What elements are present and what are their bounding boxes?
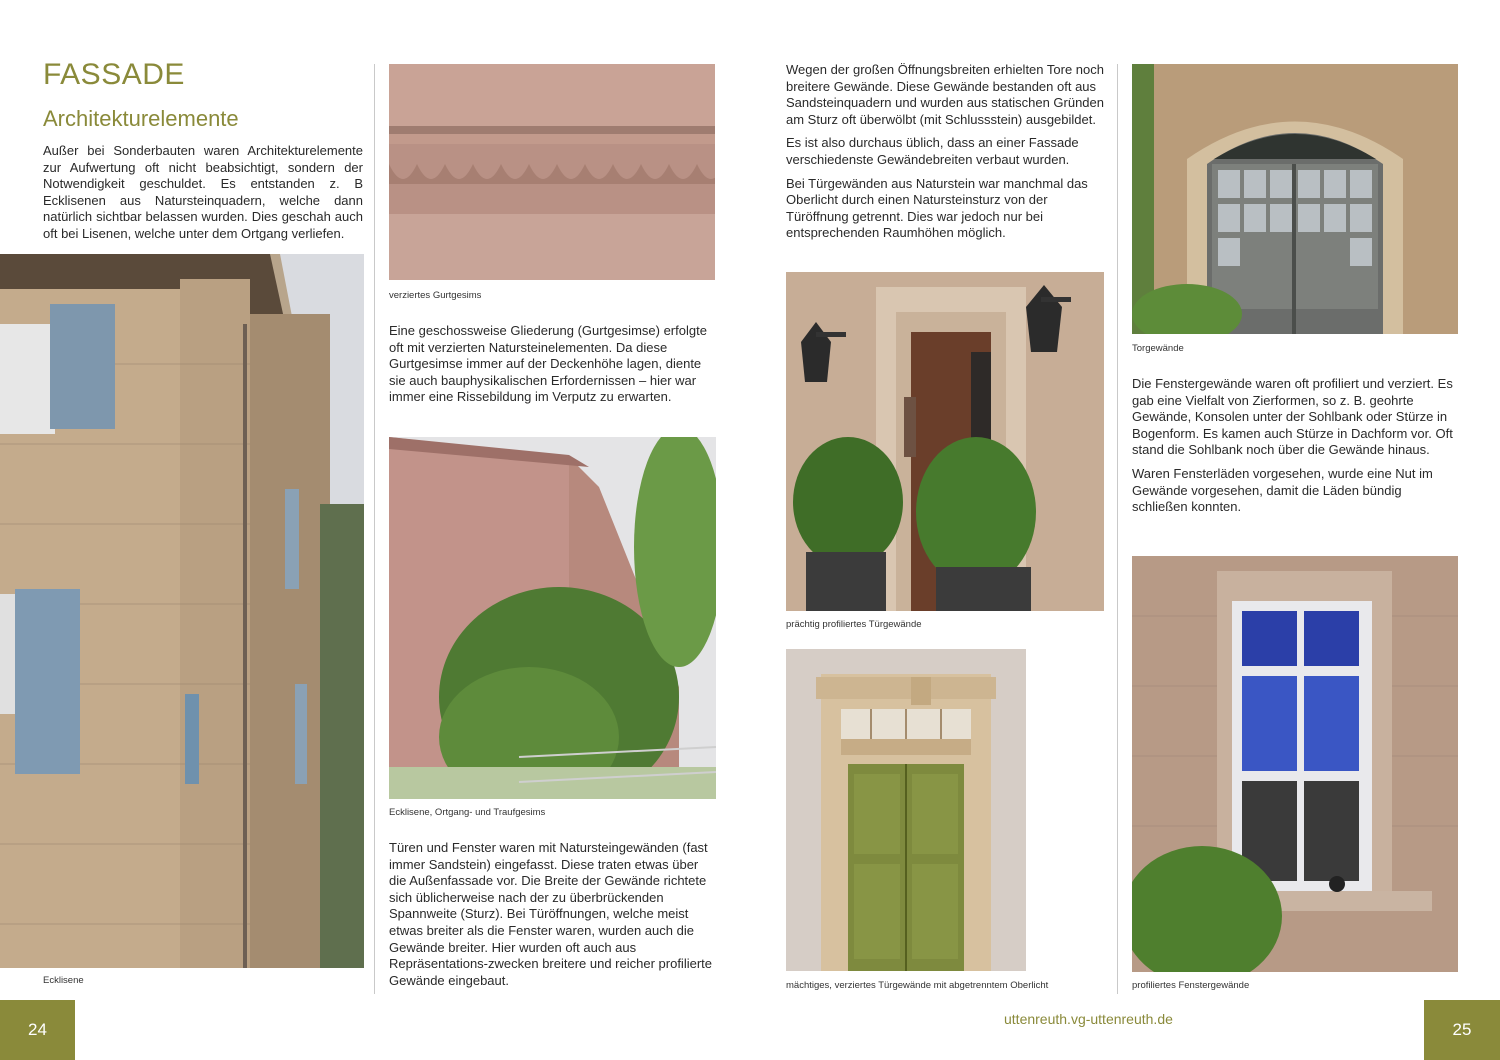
page-title: FASSADE (43, 58, 185, 91)
caption-oberlicht: mächtiges, verziertes Türgewände mit abgetrenntem Oberlicht (786, 980, 1049, 991)
paragraph-tore: Wegen der großen Öffnungsbreiten erhielten Tore noch breitere Gewände. Diese Gewände bestanden oft aus Sandsteinquadern und wurden aus statischen Gründen am Sturz oft überwölbt (mit Schlussstein) ausgebildet. (786, 62, 1104, 127)
paragraph-gewaende: Türen und Fenster waren mit Natursteingewänden (fast immer Sandstein) eingefasst. Diese traten etwas über die Außenfassade vor. Die Breite der Gewände richtete sich üblicherweise nach der zu überbrückenden Spannweite (Sturz). Bei Türöffnungen, welche meist etwas breiter als die Fenster waren, wurden auch die Gewände breiter. Hier wurden oft auch aus Repräsentations-zwecken breitere und reicher profilierte Gewände eingebaut. (389, 840, 712, 988)
page-number-right: 25 (1424, 1000, 1500, 1060)
paragraph-gurtgesimse: Eine geschossweise Gliederung (Gurtgesimse) erfolgte oft mit verzierten Natursteinelementen. Da diese Gurtgesimse immer auf der Deckenhöhe lagen, diente sie auch bauphysikalischen Erfordernissen – hier war immer eine Rissebildung im Verputz zu erwarten. (389, 323, 707, 405)
caption-tuergewaende: prächtig profiliertes Türgewände (786, 619, 922, 630)
photo-ortgang-traufgesims (389, 437, 716, 799)
photo-gurtgesims (389, 64, 715, 280)
column-divider-right (1117, 64, 1118, 994)
paragraph-laeden: Waren Fensterläden vorgesehen, wurde eine Nut im Gewände vorgesehen, damit die Läden bündig schließen konnten. (1132, 465, 1433, 515)
caption-gurtgesims: verziertes Gurtgesims (389, 290, 482, 301)
page-number-left: 24 (0, 1000, 75, 1060)
text-column-right-bottom (1132, 376, 1458, 523)
caption-ortgang: Ecklisene, Ortgang- und Traufgesims (389, 807, 546, 818)
website-url[interactable]: uttenreuth.vg-uttenreuth.de (1004, 1011, 1173, 1027)
caption-fenster: profiliertes Fenstergewände (1132, 980, 1250, 991)
photo-oberlicht (786, 649, 1026, 971)
photo-tuergewaende (786, 272, 1104, 611)
caption-ecklisene: Ecklisene (43, 975, 84, 986)
section-subtitle: Architekturelemente (43, 106, 239, 131)
paragraph-fenster: Die Fenstergewände waren oft profiliert und verziert. Es gab eine Vielfalt von Zierformen, so z. B. geohrte Gewände, Konsolen unter der Sohlbank oder Stürze in Bogenform. Es kamen auch Stürze in Dachform vor. Oft stand die Sohlbank noch über die Gewände hinaus. (1132, 376, 1453, 458)
photo-fenstergewaende (1132, 556, 1458, 972)
column-divider (374, 64, 375, 994)
intro-paragraph: Außer bei Sonderbauten waren Architekturelemente zur Aufwertung oft nicht beabsichtigt, sondern der Notwendigkeit geschuldet. Es entstanden z. B Ecklisenen aus Natursteinquadern, welche dann natürlich sichtbar belassen wurden. Dies geschah auch oft bei Lisenen, welche unter dem Ortgang verliefen. (43, 143, 363, 241)
photo-torgewaende (1132, 64, 1458, 334)
text-column-right-top (786, 62, 1104, 249)
paragraph-oberlicht: Bei Türgewänden aus Naturstein war manchmal das Oberlicht durch einen Natursteinsturz von der Türöffnung getrennt. Dies war jedoch nur bei entsprechenden Raumhöhen möglich. (786, 175, 1088, 241)
paragraph-ueblich: Es ist also durchaus üblich, dass an einer Fassade verschiedenste Gewändebreiten verbaut wurden. (786, 135, 1079, 167)
photo-ecklisene (0, 254, 364, 968)
caption-torgewaende: Torgewände (1132, 343, 1184, 354)
